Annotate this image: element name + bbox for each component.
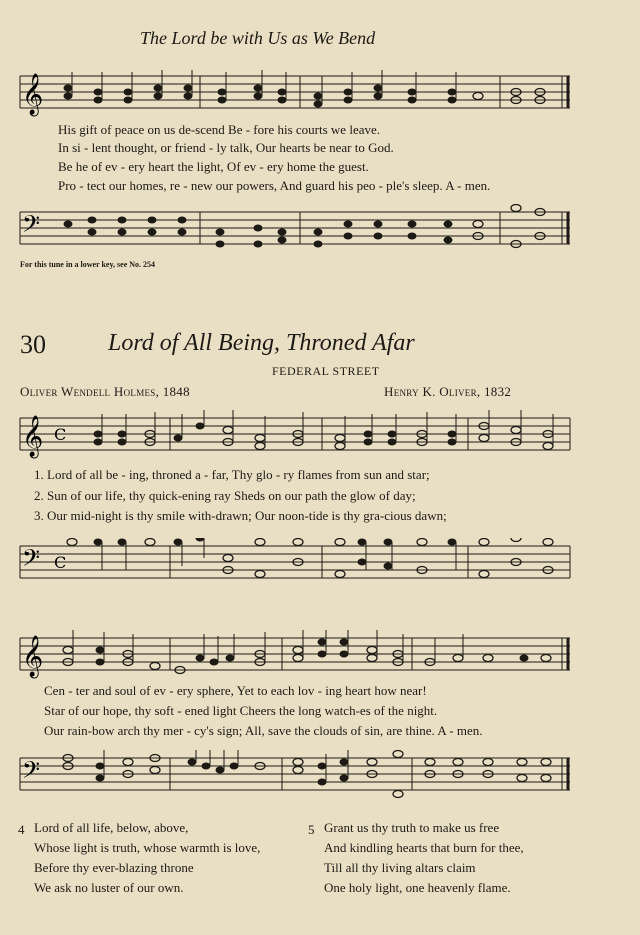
stanza5-line-3: Till all thy living altars claim bbox=[324, 860, 476, 875]
stanza4-line-2: Whose light is truth, whose warmth is love, bbox=[34, 840, 261, 855]
top-hymn-title: The Lord be with Us as We Bend bbox=[140, 28, 376, 48]
svg-text:𝄞: 𝄞 bbox=[22, 636, 44, 677]
system1-treble-staff bbox=[0, 410, 640, 460]
tune-note: For this tune in a lower key, see No. 254 bbox=[20, 260, 156, 269]
top-verse-2: In si - lent thought, or friend - ly talk, Our hearts be near to God. bbox=[58, 140, 394, 155]
system2-verse-3: Our rain-bow arch thy mer - cy's sign; All, save the clouds of sin, are thine. A - men. bbox=[44, 723, 483, 738]
top-verse-3: Be he of ev - ery heart the light, Of ev - ery home the guest. bbox=[58, 159, 369, 174]
stanza4-line-4: We ask no luster of our own. bbox=[34, 880, 184, 895]
hymn-number: 30 bbox=[20, 330, 46, 359]
hymn-title: Lord of All Being, Throned Afar bbox=[108, 330, 415, 356]
system2-verse-2: Star of our hope, thy soft - ened light Cheers the long watch-es of the night. bbox=[44, 703, 438, 718]
svg-text:𝄢: 𝄢 bbox=[22, 756, 41, 789]
stanza4-number: 4 bbox=[18, 822, 25, 837]
system1-verse-1: 1. Lord of all be - ing, throned a - far, Thy glo - ry flames from sun and star; bbox=[34, 467, 430, 482]
svg-text:𝄞: 𝄞 bbox=[22, 74, 44, 115]
svg-text:C: C bbox=[54, 553, 67, 572]
stanza5-line-1: Grant us thy truth to make us free bbox=[324, 820, 500, 835]
stanza5-number: 5 bbox=[308, 822, 315, 837]
stanza4-line-3: Before thy ever-blazing throne bbox=[34, 860, 194, 875]
top-verse-4: Pro - tect our homes, re - new our powers, And guard his peo - ple's sleep. A - men. bbox=[58, 178, 491, 193]
system1-verse-3: 3. Our mid-night is thy smile with-drawn; Our noon-tide is thy gra-cious dawn; bbox=[34, 508, 447, 523]
composer-credit: Henry K. Oliver, 1832 bbox=[384, 384, 512, 399]
top-treble-staff bbox=[0, 68, 640, 118]
svg-text:𝄢: 𝄢 bbox=[22, 544, 41, 577]
top-verse-1: His gift of peace on us de-scend Be - fore his courts we leave. bbox=[58, 122, 380, 137]
top-bass-staff bbox=[0, 204, 640, 254]
stanza5-line-4: One holy light, one heavenly flame. bbox=[324, 880, 511, 895]
system2-verse-1: Cen - ter and soul of ev - ery sphere, Yet to each lov - ing heart how near! bbox=[44, 683, 427, 698]
system2-treble-staff bbox=[0, 630, 640, 680]
system1-verse-2: 2. Sun of our life, thy quick-ening ray Sheds on our path the glow of day; bbox=[34, 488, 416, 503]
svg-text:C: C bbox=[54, 425, 67, 444]
stanza5-line-2: And kindling hearts that burn for thee, bbox=[324, 840, 524, 855]
svg-text:𝄢: 𝄢 bbox=[22, 210, 41, 243]
svg-text:𝄞: 𝄞 bbox=[22, 416, 44, 457]
system1-bass-staff bbox=[0, 538, 640, 588]
author-credit: Oliver Wendell Holmes, 1848 bbox=[20, 384, 190, 399]
system2-bass-staff bbox=[0, 750, 640, 800]
stanza4-line-1: Lord of all life, below, above, bbox=[34, 820, 189, 835]
tune-name: FEDERAL STREET bbox=[272, 364, 380, 378]
